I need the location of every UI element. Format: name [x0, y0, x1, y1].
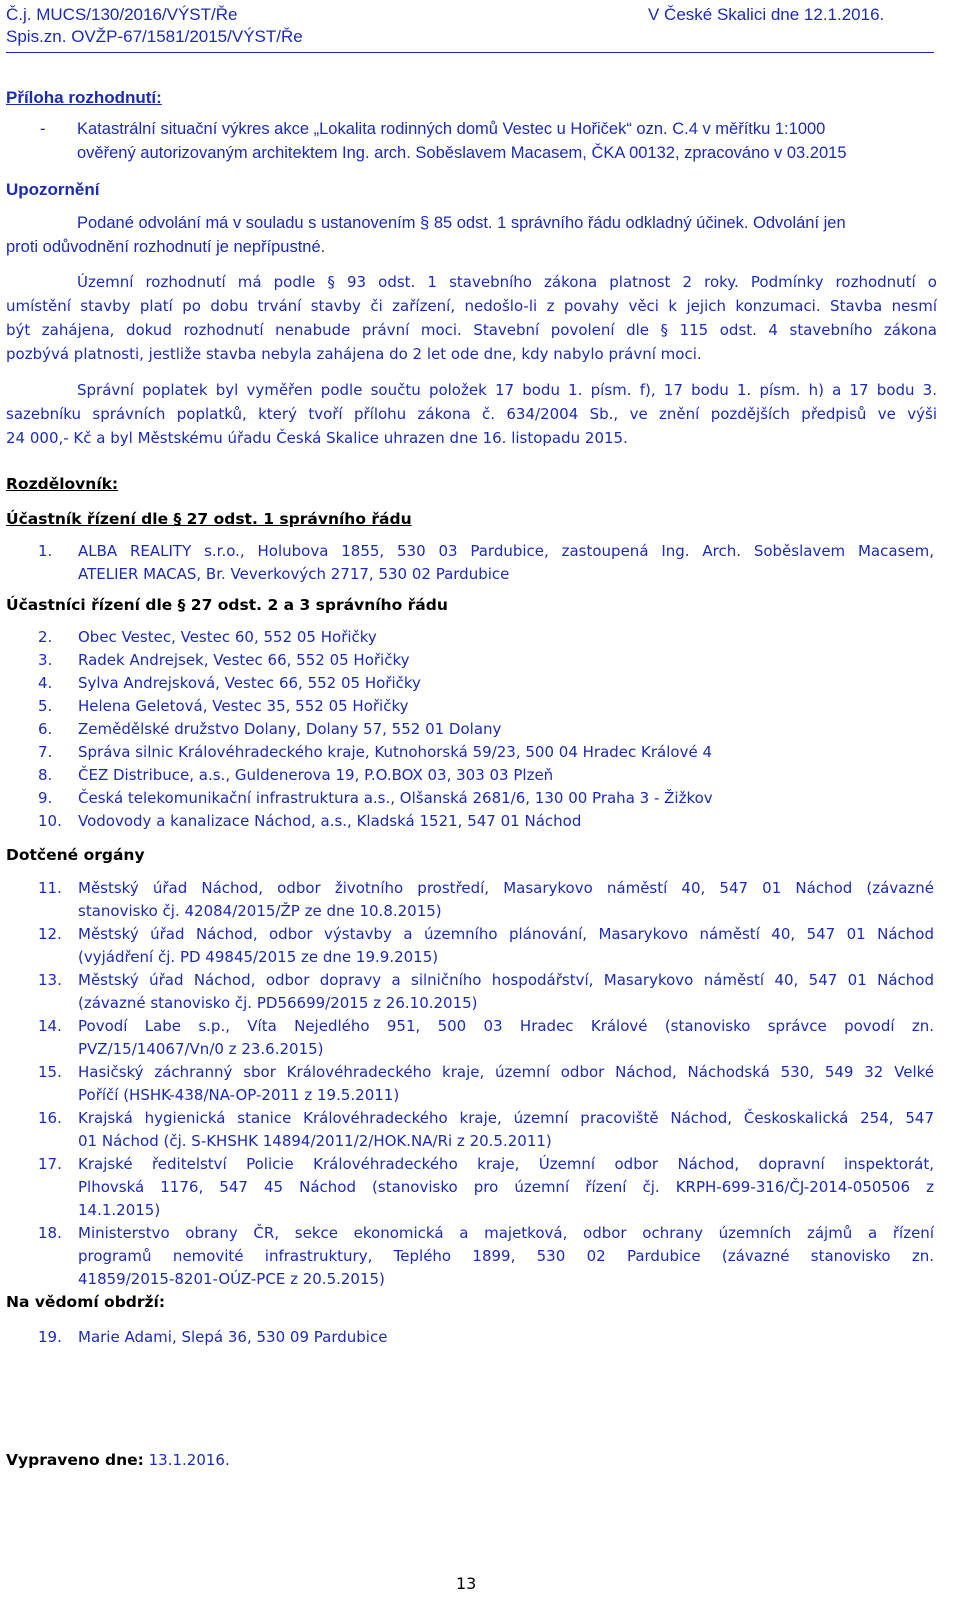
list-item-line: stanovisko čj. 42084/2015/ŽP ze dne 10.8.2015) — [78, 902, 442, 920]
list-item-number: 18. — [38, 1224, 62, 1242]
header-left — [6, 4, 303, 48]
list-item-text: Česká telekomunikační infrastruktura a.s., Olšanská 2681/6, 130 00 Praha 3 - Žižkov — [78, 789, 713, 807]
list-item-number: 17. — [38, 1155, 62, 1173]
list-item-line: Krajská hygienická stanice Královéhradeckého kraje, územní pracoviště Náchod, Českoskalická 254, 547 — [78, 1109, 934, 1127]
list-item-line: Městský úřad Náchod, odbor dopravy a silničního hospodářství, Masarykovo náměstí 40, 547 01 Náchod — [78, 971, 934, 989]
list-item-number: 7. — [38, 743, 53, 761]
list-item-line: Ministerstvo obrany ČR, sekce ekonomická a majetková, odbor ochrany územních zájmů a řízení — [78, 1224, 934, 1242]
list-item-text: Vodovody a kanalizace Náchod, a.s., Kladská 1521, 547 01 Náchod — [78, 812, 582, 830]
validity-line-2: umístění stavby platí po dobu trvání stavby či zařízení, nedošlo-li z povahy věci k jejich konzumaci. Stavba nesmí — [6, 297, 937, 315]
list-item-text — [78, 1107, 934, 1153]
dispatch-date — [6, 1451, 230, 1469]
notice-heading: Upozornění — [6, 180, 100, 199]
list-item-text — [78, 1061, 934, 1107]
list-item-text — [78, 877, 934, 923]
place-and-date: V České Skalici dne 12.1.2016. — [648, 5, 885, 24]
list-item-line: 14.1.2015) — [78, 1201, 161, 1219]
list-item-line: 41859/2015-8201-OÚZ-PCE z 20.5.2015) — [78, 1270, 385, 1288]
list-item-text: ČEZ Distribuce, a.s., Guldenerova 19, P.O.BOX 03, 303 03 Plzeň — [78, 766, 554, 784]
list-item-line: PVZ/15/14067/Vn/0 z 23.6.2015) — [78, 1040, 324, 1058]
list-item-number: 16. — [38, 1109, 62, 1127]
attachment-item-line-2: ověřený autorizovaným architektem Ing. arch. Soběslavem Macasem, ČKA 00132, zpracováno v 03.2015 — [77, 144, 847, 162]
list-item-number: 4. — [38, 674, 53, 692]
validity-line-3: být zahájena, dokud rozhodnutí nenabude právní moci. Stavební povolení dle § 115 odst. 4 stavebního zákona — [6, 321, 937, 339]
dispatch-date-label: Vypraveno dne: — [6, 1451, 144, 1469]
attachment-heading: Příloha rozhodnutí: — [6, 88, 162, 107]
list-item-text: Radek Andrejsek, Vestec 66, 552 05 Hořičky — [78, 651, 410, 669]
file-reference: Spis.zn. OVŽP-67/1581/2015/VÝST/Ře — [6, 27, 303, 46]
list-item-text — [78, 1153, 934, 1222]
fee-line-3: 24 000,- Kč a byl Městskému úřadu Česká Skalice uhrazen dne 16. listopadu 2015. — [6, 429, 628, 447]
list-item-line: Poříčí (HSHK-438/NA-OP-2011 z 19.5.2011) — [78, 1086, 400, 1104]
list-item-number: 14. — [38, 1017, 62, 1035]
list-item-number: 8. — [38, 766, 53, 784]
notice-appeal-line-1: Podané odvolání má v souladu s ustanovením § 85 odst. 1 správního řádu odkladný účinek. Odvolání jen — [77, 214, 846, 232]
list-item-text: Obec Vestec, Vestec 60, 552 05 Hořičky — [78, 628, 377, 646]
dispatch-date-value: 13.1.2016. — [148, 1451, 230, 1469]
list-item-text — [78, 969, 934, 1015]
list-item-line: ATELIER MACAS, Br. Veverkových 2717, 530 02 Pardubice — [78, 565, 510, 583]
list-item-number: 19. — [38, 1328, 62, 1346]
notice-appeal-line-2: proti odůvodnění rozhodnutí je nepřípustné. — [6, 238, 326, 256]
authorities-heading: Dotčené orgány — [6, 846, 145, 864]
list-item-line: Hasičský záchranný sbor Královéhradeckého kraje, územní odbor Náchod, Náchodská 530, 549 32 Velké — [78, 1063, 934, 1081]
list-item-number: 10. — [38, 812, 62, 830]
header-divider — [6, 52, 934, 53]
list-item-number: 13. — [38, 971, 62, 989]
fee-line-2: sazebníku správních poplatků, který tvoří přílohu zákona č. 634/2004 Sb., ve znění pozdějších předpisů ve výši — [6, 405, 937, 423]
attachment-item-line-1: Katastrální situační výkres akce „Lokalita rodinných domů Vestec u Hořiček“ ozn. C.4 v měřítku 1:1000 — [77, 120, 826, 138]
list-item-text — [78, 1222, 934, 1291]
list-item-line: (závazné stanovisko čj. PD56699/2015 z 26.10.2015) — [78, 994, 478, 1012]
list-item-text: Sylva Andrejsková, Vestec 66, 552 05 Hořičky — [78, 674, 421, 692]
list-item-line: Městský úřad Náchod, odbor životního prostředí, Masarykovo náměstí 40, 547 01 Náchod (závazné — [78, 879, 934, 897]
page-number: 13 — [456, 1574, 477, 1593]
list-item-text: Správa silnic Královéhradeckého kraje, Kutnohorská 59/23, 500 04 Hradec Králové 4 — [78, 743, 712, 761]
list-item-line: (vyjádření čj. PD 49845/2015 ze dne 19.9.2015) — [78, 948, 439, 966]
list-item-number: 3. — [38, 651, 53, 669]
list-item-number: 15. — [38, 1063, 62, 1081]
list-item-line: Městský úřad Náchod, odbor výstavby a územního plánování, Masarykovo náměstí 40, 547 01 Náchod — [78, 925, 934, 943]
list-item-number: 5. — [38, 697, 53, 715]
reference-number: Č.j. MUCS/130/2016/VÝST/Ře — [6, 5, 238, 24]
list-item-number: 9. — [38, 789, 53, 807]
list-item-line: Krajské ředitelství Policie Královéhradeckého kraje, Územní odbor Náchod, dopravní inspektorát, — [78, 1155, 934, 1173]
list-item-text — [78, 540, 934, 586]
participant-group-2-heading: Účastníci řízení dle § 27 odst. 2 a 3 správního řádu — [6, 596, 448, 614]
participant-group-1-heading: Účastník řízení dle § 27 odst. 1 správního řádu — [6, 510, 412, 528]
list-item-line: programů nemovité infrastruktury, Teplého 1899, 530 02 Pardubice (závazné stanovisko zn. — [78, 1247, 934, 1265]
for-information-heading: Na vědomí obdrží: — [6, 1293, 166, 1311]
list-item-text: Helena Geletová, Vestec 35, 552 05 Hořičky — [78, 697, 409, 715]
validity-line-4: pozbývá platnosti, jestliže stavba nebyla zahájena do 2 let ode dne, kdy nabylo právní moci. — [6, 345, 702, 363]
list-item-number: 6. — [38, 720, 53, 738]
list-item-number: 12. — [38, 925, 62, 943]
list-item-text: Marie Adami, Slepá 36, 530 09 Pardubice — [78, 1328, 388, 1346]
list-item-text — [78, 1015, 934, 1061]
list-item-line: 01 Náchod (čj. S-KHSHK 14894/2011/2/HOK.NA/Ri z 20.5.2011) — [78, 1132, 552, 1150]
list-item-number: 1. — [38, 542, 53, 560]
distribution-heading: Rozdělovník: — [6, 475, 119, 493]
list-item-number: 11. — [38, 879, 62, 897]
list-item-line: ALBA REALITY s.r.o., Holubova 1855, 530 03 Pardubice, zastoupená Ing. Arch. Soběslavem Macasem, — [78, 542, 934, 560]
list-item-text: Zemědělské družstvo Dolany, Dolany 57, 552 01 Dolany — [78, 720, 502, 738]
list-item-line: Povodí Labe s.p., Víta Nejedlého 951, 500 03 Hradec Králové (stanovisko správce povodí zn. — [78, 1017, 934, 1035]
list-item-text — [78, 923, 934, 969]
list-item-line: Plhovská 1176, 547 45 Náchod (stanovisko pro územní řízení čj. KRPH-699-316/ČJ-2014-050506 z — [78, 1178, 934, 1196]
validity-line-1: Územní rozhodnutí má podle § 93 odst. 1 stavebního zákona platnost 2 roky. Podmínky rozhodnutí o — [77, 273, 937, 291]
fee-line-1: Správní poplatek byl vyměřen podle součtu položek 17 bodu 1. písm. f), 17 bodu 1. písm. h) a 17 bodu 3. — [77, 381, 937, 399]
list-item-number: 2. — [38, 628, 53, 646]
attachment-bullet: - — [40, 120, 46, 138]
